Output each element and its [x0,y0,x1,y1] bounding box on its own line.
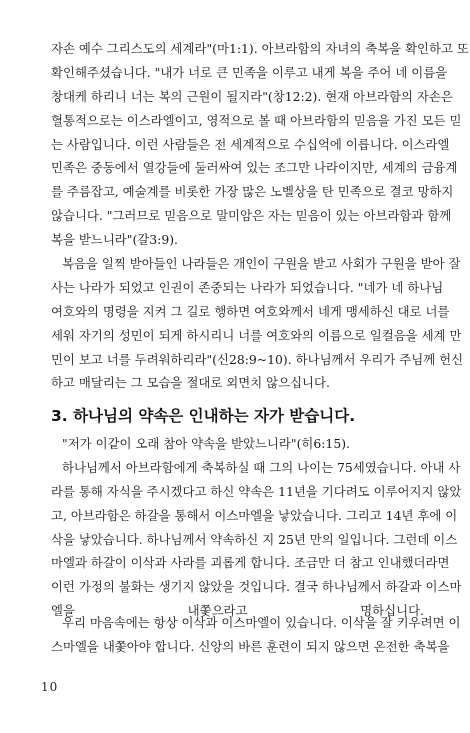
text-line: 자손 예수 그리스도의 세계라"(마1:1). 아브라함의 자녀의 축복을 확인하고 또 [51,41,469,56]
scripture-quote: "저가 이같이 오래 참아 약속을 받았느니라"(히6:15). [62,436,350,451]
text-line: 라를 통해 자식을 주시겠다고 하신 약속은 11년을 기다려도 이루어지지 않았 [51,483,462,499]
text-line: 창대케 하리니 너는 복의 근원이 될지라"(창12:2). 현재 아브라함의 자손은 [51,88,453,104]
text-line: 민이 보고 너를 두려워하리라"(신28:9~10). 하나님께서 우리가 주님께 헌신 [51,351,464,367]
text-line: 마엘과 하갈이 이삭과 사라를 괴롭게 합니다. 조금만 더 참고 인내했더라면 [51,555,450,571]
text-line: 하고 매달리는 그 모습을 절대로 외면치 않으십니다. [51,375,330,391]
text-line: 는 사람입니다. 이런 사람들은 전 세계적으로 수십억에 이릅니다. 이스라엘 [51,136,450,152]
text-line: 를 주름잡고, 예술계를 비롯한 가장 많은 노벨상을 탄 민족으로 결코 망하지 [51,184,454,200]
text-line: 이런 가정의 불화는 생기지 않았을 것입니다. 결국 하나님께서 하갈과 이스마 [51,579,462,595]
text-line: 우리 마음속에는 항상 이삭과 이스마엘이 있습니다. 이삭을 잘 키우려면 이 [62,615,461,630]
paragraph-4 [51,611,461,659]
text-line: 세워 자기의 성민이 되게 하시리니 너를 여호와의 이름으로 일컬음을 세계 만 [51,327,462,343]
text-line: 혈통적으로는 이스라엘이고, 영적으로 볼 때 아브라함의 믿음을 가진 모든 믿 [51,112,462,128]
text-line: 복음을 일찍 받아들인 나라들은 개인이 구원을 받고 사회가 구원을 받아 잘 [62,256,461,271]
text-line: 삭을 낳았습니다. 하나님께서 약속하신 지 25년 만의 일입니다. 그런데 이스 [51,531,458,547]
text-line: 엘을 내쫓으라고 명하십니다. [51,603,424,619]
text-line: 스마엘을 내쫓아야 합니다. 신앙의 바른 훈련이 되지 않으면 온전한 축복을 [51,638,450,654]
text-line: 고, 아브라함은 하갈을 통해서 이스마엘을 낳았습니다. 그리고 14년 후에 이 [51,507,458,523]
section-heading: 3. 하나님의 약속은 인내하는 자가 받습니다. [51,407,356,425]
text-line: 복을 받느니라"(갈3:9). [51,232,178,248]
text-line: 확인해주셨습니다. "내가 너로 큰 민족을 이루고 내게 복을 주어 네 이름을 [51,64,448,80]
page-number: 10 [41,680,59,694]
text-line: 하나님께서 아브라함에게 축복하실 때 그의 나이는 75세였습니다. 아내 사 [62,459,461,475]
text-line: 민족은 중동에서 열강들에 둘러싸여 있는 조그만 나라이지만, 세계의 금융계 [51,160,458,176]
text-line: 사는 나라가 되었고 인권이 존중되는 나라가 되었습니다. "네가 네 하나님 [51,279,444,295]
text-line: 않습니다. "그러므로 믿음으로 말미암은 자는 믿음이 있는 아브라함과 함께 [51,208,452,224]
text-line: 여호와의 명령을 지켜 그 길로 행하면 여호와께서 네게 맹세하신 대로 너를 [51,303,450,319]
paragraph-2 [51,252,464,395]
paragraph-1 [51,37,469,252]
